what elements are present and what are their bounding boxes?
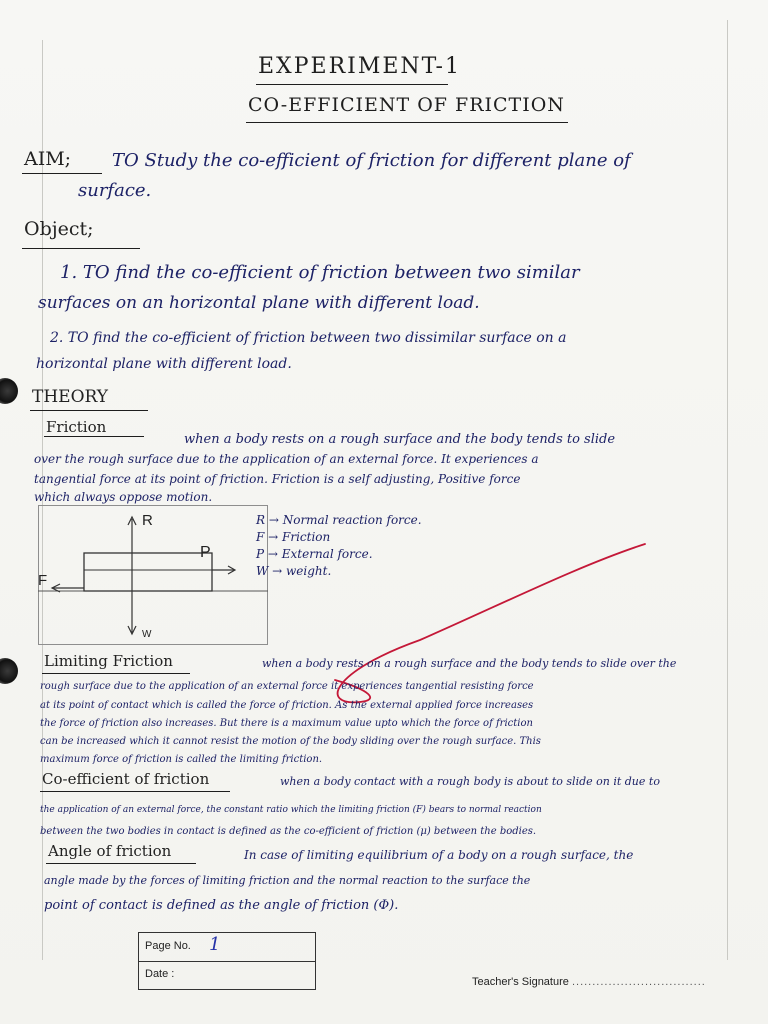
aim-text-line1: TO Study the co-efficient of friction for different plane of (112, 150, 631, 171)
date-row (139, 961, 315, 989)
legend-r: R → Normal reaction force. (256, 513, 422, 527)
page-title: EXPERIMENT-1 (258, 54, 461, 79)
legend-f: F → Friction (256, 530, 331, 544)
page-subtitle: CO-EFFICIENT OF FRICTION (248, 94, 565, 116)
limiting-text-line5: can be increased which it cannot resist the motion of the body sliding over the rough surface. This (40, 736, 541, 747)
limiting-text-line3: at its point of contact which is called the force of friction. As the external applied force increases (40, 700, 534, 711)
angle-text-line2: angle made by the forces of limiting friction and the normal reaction to the surface the (44, 874, 531, 887)
aim-label: AIM; (24, 148, 72, 170)
object-item2-line1: 2. TO find the co-efficient of friction between two dissimilar surface on a (50, 330, 567, 346)
legend-w: W → weight. (256, 564, 332, 578)
friction-text-line1: when a body rests on a rough surface and the body tends to slide (184, 432, 616, 447)
limiting-friction-label: Limiting Friction (44, 652, 173, 670)
object-item1-line2: surfaces on an horizontal plane with different load. (38, 293, 480, 313)
angle-of-friction-label: Angle of friction (48, 842, 172, 860)
label-p: P (200, 544, 211, 561)
page-no-value: 1 (209, 934, 221, 955)
coefficient-text-line3: between the two bodies in contact is defined as the co-efficient of friction (μ) between the bodies. (40, 826, 537, 837)
friction-text-line3: tangential force at its point of friction. Friction is a self adjusting, Positive force (34, 472, 521, 486)
limiting-friction-underline (42, 673, 190, 674)
object-label: Object; (24, 218, 94, 240)
friction-text-line2: over the rough surface due to the application of an external force. It experiences a (34, 452, 539, 466)
label-r: R (142, 512, 153, 529)
teacher-signature (472, 976, 706, 988)
teacher-signature-label: Teacher's Signature (472, 976, 569, 988)
angle-of-friction-underline (46, 863, 196, 864)
coefficient-label: Co-efficient of friction (42, 770, 210, 788)
label-w: W (142, 629, 152, 640)
object-item2-line2: horizontal plane with different load. (36, 356, 292, 372)
label-f: F (38, 572, 48, 589)
theory-label: THEORY (32, 387, 109, 407)
page-no-label: Page No. (145, 940, 191, 952)
object-item1-line1: 1. TO find the co-efficient of friction between two similar (60, 262, 580, 283)
coefficient-underline (40, 791, 230, 792)
date-label: Date : (145, 968, 175, 980)
limiting-text-line2: rough surface due to the application of an external force it experiences tangential resisting force (40, 681, 534, 692)
limiting-text-line6: maximum force of friction is called the limiting friction. (40, 754, 323, 765)
coefficient-text-line1: when a body contact with a rough body is about to slide on it due to (280, 775, 660, 788)
limiting-text-line1: when a body rests on a rough surface and the body tends to slide over the (262, 657, 677, 670)
legend-p: P → External force. (256, 547, 373, 561)
limiting-text-line4: the force of friction also increases. But there is a maximum value upto which the force of friction (40, 718, 533, 729)
teacher-signature-line: ................................. (571, 976, 706, 988)
friction-text-line4: which always oppose motion. (34, 490, 213, 504)
friction-label: Friction (46, 418, 107, 436)
angle-text-line1: In case of limiting equilibrium of a body on a rough surface, the (244, 848, 634, 862)
aim-text-line2: surface. (78, 180, 152, 201)
angle-text-line3: point of contact is defined as the angle of friction (Φ). (44, 898, 399, 913)
page-no-row (139, 933, 315, 962)
coefficient-text-line2: the application of an external force, the constant ratio which the limiting friction (F) bears to normal reaction (40, 805, 542, 815)
page-info-box (138, 932, 316, 990)
